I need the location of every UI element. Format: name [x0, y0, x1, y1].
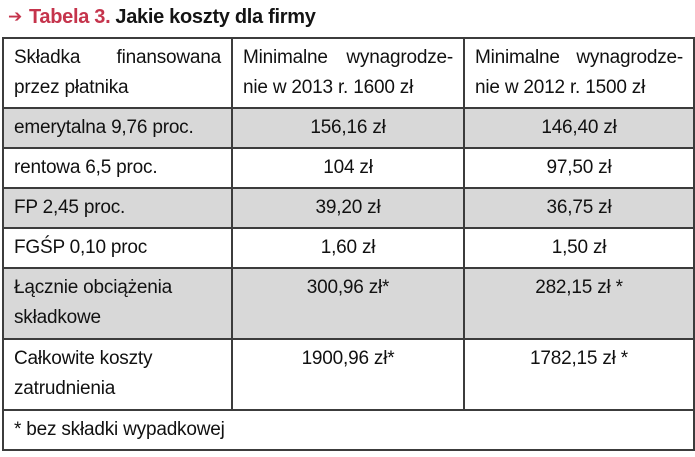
header-line: Składka finansowana [14, 47, 221, 68]
table-row-lacznie [3, 268, 694, 339]
value-2012: 146,40 zł [464, 108, 694, 148]
value-2013: 39,20 zł [232, 188, 464, 228]
footnote: * bez składki wypadkowej [3, 410, 694, 450]
value-2013: 1,60 zł [232, 228, 464, 268]
row-label: rentowa 6,5 proc. [3, 148, 232, 188]
header-line: Minimalne wynagrodze- [243, 47, 453, 68]
table-row-emerytalna [3, 108, 694, 148]
row-label: emerytalna 9,76 proc. [3, 108, 232, 148]
table-row-calkowite [3, 339, 694, 410]
row-label: Łącznie obciążenia składkowe [3, 268, 232, 339]
table-title-label: Tabela 3. [28, 6, 111, 28]
value-2012: 282,15 zł * [464, 268, 694, 339]
table-header-row [3, 38, 694, 108]
value-2013: 1900,96 zł* [232, 339, 464, 410]
row-label: FP 2,45 proc. [3, 188, 232, 228]
header-cell-2013 [232, 38, 464, 108]
value-2013: 300,96 zł* [232, 268, 464, 339]
value-2012: 36,75 zł [464, 188, 694, 228]
arrow-right-icon: ➔ [8, 7, 22, 26]
table-footnote-row [3, 410, 694, 450]
table-title-text: Jakie koszty dla firmy [115, 6, 316, 28]
header-cell-2012 [464, 38, 694, 108]
header-line: nie w 2012 r. 1500 zł [475, 77, 646, 98]
value-2013: 104 zł [232, 148, 464, 188]
row-label: Całkowite koszty zatrudnienia [3, 339, 232, 410]
row-label: FGŚP 0,10 proc [3, 228, 232, 268]
costs-table [2, 37, 695, 451]
value-2013: 156,16 zł [232, 108, 464, 148]
header-line: Minimalne wynagrodze- [475, 47, 683, 68]
table-row-fgsp [3, 228, 694, 268]
table-title [0, 0, 695, 37]
value-2012: 1,50 zł [464, 228, 694, 268]
table-row-fp [3, 188, 694, 228]
table-row-rentowa [3, 148, 694, 188]
header-cell-contribution [3, 38, 232, 108]
header-line: nie w 2013 r. 1600 zł [243, 77, 414, 98]
header-line: przez płatnika [14, 77, 129, 98]
value-2012: 1782,15 zł * [464, 339, 694, 410]
value-2012: 97,50 zł [464, 148, 694, 188]
